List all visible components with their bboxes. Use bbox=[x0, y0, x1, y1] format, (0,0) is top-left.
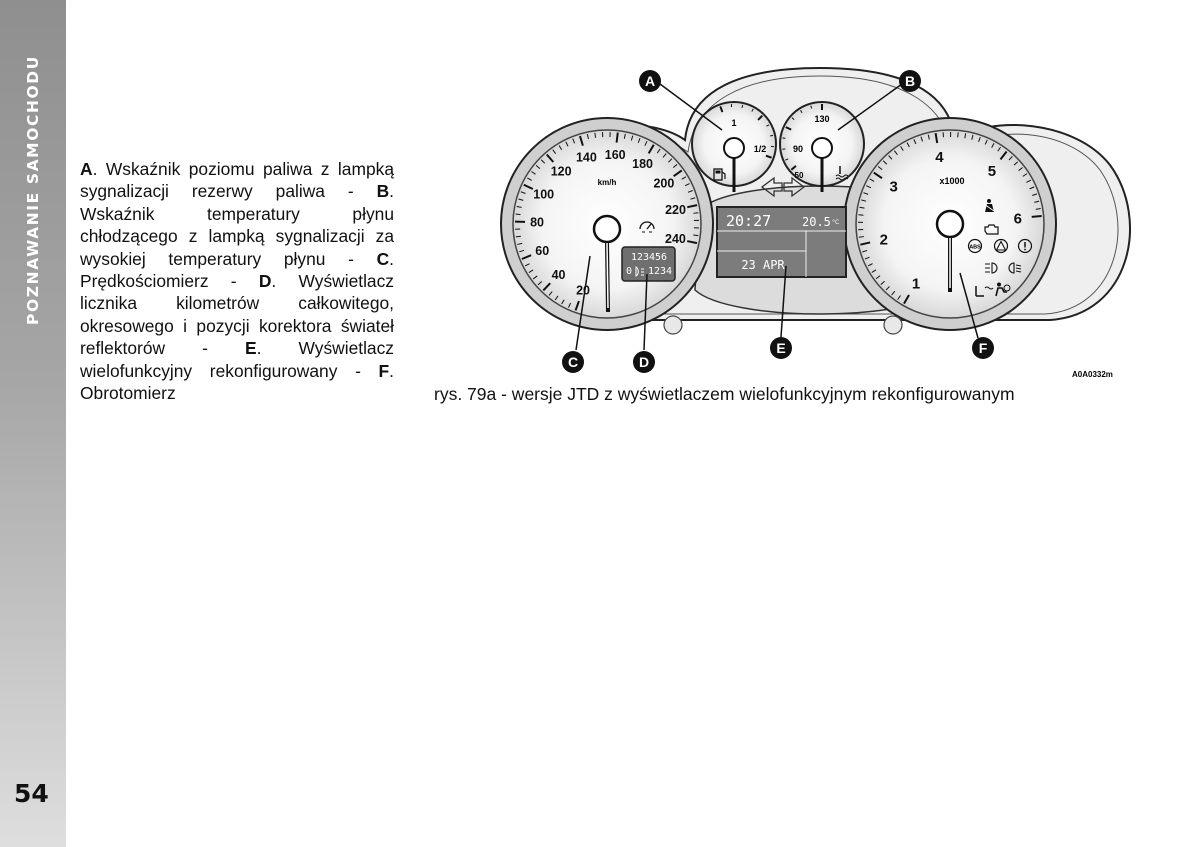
minor-tick bbox=[516, 236, 521, 237]
speedometer-label-220: 220 bbox=[665, 203, 686, 218]
right-mount-boss bbox=[884, 316, 902, 334]
item-description: . Wskaźnik temperatury płynu chłodzącego z lampką sygnalizacji za wysokiej temperatury płynu - bbox=[80, 181, 394, 269]
instrument-panel-figure bbox=[490, 60, 1150, 380]
speedometer-label-100: 100 bbox=[533, 187, 555, 202]
speedometer-label-60: 60 bbox=[535, 244, 550, 259]
minor-tick bbox=[693, 235, 698, 236]
item-key: D bbox=[258, 271, 272, 292]
tachometer-label-6: 6 bbox=[1013, 210, 1022, 228]
speedometer-label-20: 20 bbox=[576, 283, 591, 298]
section-title: POZNAWANIE SAMOCHODU bbox=[24, 55, 42, 325]
major-tick bbox=[617, 133, 618, 143]
item-key: F bbox=[378, 360, 390, 381]
display-temperature-unit: °C bbox=[832, 219, 840, 226]
minor-tick bbox=[858, 215, 863, 216]
section-sidebar bbox=[0, 0, 66, 847]
figure-caption: rys. 79a - wersje JTD z wyświetlaczem wielofunkcyjnym rekonfigurowanym bbox=[434, 384, 1015, 404]
speedometer-label-140: 140 bbox=[575, 150, 597, 165]
item-description: . Wskaźnik poziomu paliwa z lampką sygnalizacji rezerwy paliwa - bbox=[80, 159, 394, 202]
instrument-panel-drawing bbox=[490, 60, 1150, 380]
svg-text:ABS: ABS bbox=[969, 244, 981, 251]
item-key: C bbox=[376, 248, 390, 269]
minor-tick bbox=[595, 133, 596, 138]
speedometer-label-200: 200 bbox=[653, 176, 675, 191]
callout-b bbox=[899, 70, 921, 92]
minor-tick bbox=[770, 135, 773, 136]
callout-a bbox=[639, 70, 661, 92]
headlight-level-indicator: 0 bbox=[625, 266, 633, 277]
figure-code: A0A0332m bbox=[1072, 370, 1113, 379]
display-date: 23 APR bbox=[741, 258, 785, 272]
temp-gauge-needle-hub bbox=[812, 138, 832, 158]
item-description: . Prędkościomierz - bbox=[80, 248, 394, 292]
svg-text:B: B bbox=[904, 73, 916, 89]
item-key: A bbox=[80, 159, 93, 179]
speedometer-label-160: 160 bbox=[604, 147, 626, 162]
speedometer-unit: km/h bbox=[597, 178, 617, 187]
display-temperature: 20.5 bbox=[802, 215, 831, 229]
odometer-trip: 1234 bbox=[647, 266, 673, 277]
major-tick bbox=[1032, 216, 1042, 217]
svg-text:F: F bbox=[978, 340, 988, 356]
fuel-gauge-full-label: 1 bbox=[731, 118, 737, 128]
minor-tick bbox=[859, 237, 864, 238]
tachometer-label-3: 3 bbox=[889, 178, 898, 196]
fuel-gauge-half-label: 1/2 bbox=[753, 144, 767, 154]
speedometer-label-40: 40 bbox=[551, 268, 566, 283]
speedometer-needle-hub bbox=[594, 216, 620, 242]
tachometer-label-5: 5 bbox=[987, 162, 997, 180]
speedometer-needle-core bbox=[607, 243, 608, 308]
speedometer-label-120: 120 bbox=[550, 164, 572, 179]
figure-description bbox=[80, 158, 394, 404]
svg-text:D: D bbox=[638, 354, 650, 370]
minor-tick bbox=[742, 105, 743, 108]
svg-text:C: C bbox=[567, 354, 579, 370]
callout-e bbox=[770, 337, 792, 359]
tachometer-needle-hub bbox=[937, 211, 963, 237]
item-description: . Obrotomierz bbox=[80, 360, 394, 404]
fuel-gauge-needle-hub bbox=[724, 138, 744, 158]
item-description: . Wyświetlacz wielofunkcyjny rekonfigurowany - bbox=[80, 338, 394, 381]
minor-tick bbox=[693, 213, 698, 214]
item-description: . Wyświetlacz licznika kilometrów całkowitego, okresowego i pozycji korektora świateł reflektorów - bbox=[80, 271, 394, 359]
temp-gauge-low-label: 50 bbox=[794, 171, 804, 180]
display-time: 20:27 bbox=[726, 212, 772, 230]
odometer-total: 123456 bbox=[630, 252, 668, 263]
tachometer-unit: x1000 bbox=[939, 176, 965, 186]
tachometer-label-1: 1 bbox=[911, 275, 921, 293]
callout-f bbox=[972, 337, 994, 359]
svg-text:A: A bbox=[644, 73, 656, 89]
callout-d bbox=[633, 351, 655, 373]
temp-gauge-mid-label: 90 bbox=[792, 144, 804, 154]
tachometer-label-2: 2 bbox=[879, 231, 888, 249]
callout-c bbox=[562, 351, 584, 373]
item-key: E bbox=[244, 338, 257, 359]
temp-gauge-high-label: 130 bbox=[814, 114, 830, 124]
item-key: B bbox=[376, 181, 390, 202]
speedometer-label-180: 180 bbox=[632, 157, 654, 172]
tachometer-label-4: 4 bbox=[935, 149, 944, 167]
left-mount-boss bbox=[664, 316, 682, 334]
minor-tick bbox=[516, 214, 521, 215]
speedometer-label-240: 240 bbox=[665, 232, 686, 247]
speedometer-label-80: 80 bbox=[530, 215, 544, 230]
svg-text:E: E bbox=[776, 340, 786, 356]
page-number: 54 bbox=[14, 779, 49, 808]
